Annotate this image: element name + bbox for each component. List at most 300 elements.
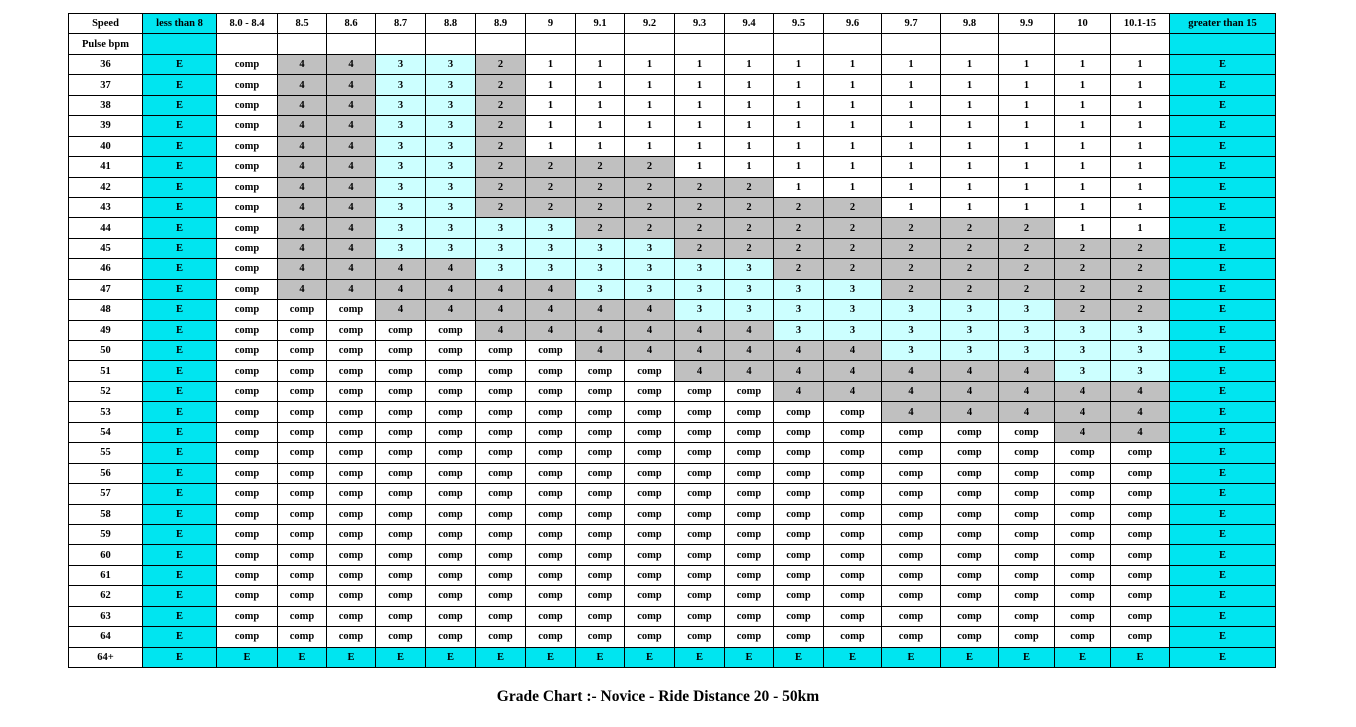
grade-cell: 2 bbox=[725, 218, 774, 238]
grade-cell: 2 bbox=[625, 177, 675, 197]
grade-cell: comp bbox=[526, 443, 576, 463]
grade-cell: E bbox=[143, 259, 217, 279]
pulse-cell: 64 bbox=[69, 627, 143, 647]
grade-cell: 1 bbox=[774, 95, 824, 115]
grade-cell: 2 bbox=[774, 218, 824, 238]
blank-header-cell bbox=[327, 34, 376, 54]
speed-header-cell: 8.6 bbox=[327, 14, 376, 34]
grade-cell: E bbox=[143, 422, 217, 442]
chart-caption: Grade Chart :- Novice - Ride Distance 20 - 50km bbox=[496, 688, 820, 705]
grade-cell: comp bbox=[217, 341, 278, 361]
grade-cell: 3 bbox=[999, 341, 1055, 361]
grade-cell: 2 bbox=[999, 218, 1055, 238]
grade-cell: E bbox=[1170, 586, 1276, 606]
grade-cell: comp bbox=[774, 463, 824, 483]
grade-cell: 1 bbox=[1111, 197, 1170, 217]
grade-cell: 1 bbox=[824, 136, 882, 156]
grade-cell: 4 bbox=[278, 116, 327, 136]
grade-cell: comp bbox=[217, 320, 278, 340]
grade-cell: 1 bbox=[999, 157, 1055, 177]
grade-cell: 3 bbox=[882, 300, 941, 320]
grade-cell: comp bbox=[625, 402, 675, 422]
grade-cell: comp bbox=[526, 606, 576, 626]
grade-cell: comp bbox=[941, 504, 999, 524]
grade-cell: 1 bbox=[1111, 218, 1170, 238]
grade-cell: 1 bbox=[675, 157, 725, 177]
grade-cell: comp bbox=[824, 402, 882, 422]
grade-cell: comp bbox=[376, 524, 426, 544]
grade-cell: comp bbox=[1055, 565, 1111, 585]
blank-header-cell bbox=[941, 34, 999, 54]
table-row bbox=[69, 627, 1276, 647]
grade-cell: 2 bbox=[1111, 259, 1170, 279]
grade-cell: 3 bbox=[774, 320, 824, 340]
grade-cell: 3 bbox=[426, 218, 476, 238]
grade-cell: 1 bbox=[941, 116, 999, 136]
grade-cell: comp bbox=[882, 443, 941, 463]
grade-cell: 2 bbox=[476, 54, 526, 74]
grade-cell: E bbox=[143, 504, 217, 524]
grade-cell: comp bbox=[426, 565, 476, 585]
grade-cell: comp bbox=[675, 504, 725, 524]
speed-header-cell: 9.5 bbox=[774, 14, 824, 34]
grade-cell: comp bbox=[941, 484, 999, 504]
grade-cell: 3 bbox=[941, 320, 999, 340]
grade-cell: 4 bbox=[376, 259, 426, 279]
grade-cell: 2 bbox=[625, 197, 675, 217]
grade-cell: E bbox=[1170, 136, 1276, 156]
grade-cell: comp bbox=[217, 463, 278, 483]
table-row bbox=[69, 545, 1276, 565]
grade-cell: E bbox=[143, 116, 217, 136]
table-row bbox=[69, 381, 1276, 401]
header-row-speed bbox=[69, 14, 1276, 34]
grade-cell: comp bbox=[625, 586, 675, 606]
grade-cell: 2 bbox=[774, 238, 824, 258]
grade-cell: comp bbox=[1111, 443, 1170, 463]
grade-cell: 1 bbox=[824, 157, 882, 177]
grade-cell: 2 bbox=[675, 238, 725, 258]
table-row bbox=[69, 54, 1276, 74]
grade-cell: comp bbox=[675, 463, 725, 483]
grade-cell: E bbox=[143, 647, 217, 667]
grade-cell: comp bbox=[278, 422, 327, 442]
grade-cell: 3 bbox=[476, 238, 526, 258]
grade-cell: comp bbox=[824, 504, 882, 524]
grade-cell: comp bbox=[1055, 443, 1111, 463]
grade-cell: 3 bbox=[824, 300, 882, 320]
pulse-cell: 46 bbox=[69, 259, 143, 279]
grade-cell: 1 bbox=[576, 75, 625, 95]
pulse-cell: 64+ bbox=[69, 647, 143, 667]
grade-cell: 4 bbox=[476, 300, 526, 320]
grade-cell: comp bbox=[824, 627, 882, 647]
grade-cell: comp bbox=[217, 524, 278, 544]
grade-cell: comp bbox=[426, 320, 476, 340]
grade-cell: E bbox=[1170, 402, 1276, 422]
grade-cell: comp bbox=[476, 443, 526, 463]
blank-header-cell bbox=[824, 34, 882, 54]
grade-cell: comp bbox=[882, 422, 941, 442]
pulse-cell: 57 bbox=[69, 484, 143, 504]
grade-cell: comp bbox=[376, 463, 426, 483]
grade-cell: comp bbox=[217, 95, 278, 115]
grade-cell: 1 bbox=[882, 197, 941, 217]
grade-cell: 4 bbox=[1111, 422, 1170, 442]
grade-cell: comp bbox=[675, 422, 725, 442]
grade-cell: 3 bbox=[376, 75, 426, 95]
speed-header-cell: 9.3 bbox=[675, 14, 725, 34]
grade-cell: 1 bbox=[1055, 75, 1111, 95]
grade-cell: 3 bbox=[1055, 361, 1111, 381]
grade-cell: comp bbox=[625, 381, 675, 401]
pulse-cell: 55 bbox=[69, 443, 143, 463]
grade-cell: 4 bbox=[278, 136, 327, 156]
grade-cell: comp bbox=[941, 422, 999, 442]
grade-cell: 4 bbox=[278, 279, 327, 299]
grade-cell: 1 bbox=[999, 54, 1055, 74]
blank-header-cell bbox=[476, 34, 526, 54]
pulse-cell: 40 bbox=[69, 136, 143, 156]
table-row bbox=[69, 524, 1276, 544]
pulse-cell: 49 bbox=[69, 320, 143, 340]
grade-cell: comp bbox=[882, 565, 941, 585]
grade-cell: comp bbox=[426, 381, 476, 401]
grade-cell: comp bbox=[376, 381, 426, 401]
grade-cell: 4 bbox=[882, 402, 941, 422]
table-row bbox=[69, 279, 1276, 299]
grade-cell: comp bbox=[327, 402, 376, 422]
grade-cell: 3 bbox=[526, 238, 576, 258]
grade-cell: 3 bbox=[1111, 320, 1170, 340]
grade-cell: 1 bbox=[824, 116, 882, 136]
grade-cell: comp bbox=[426, 361, 476, 381]
table-row bbox=[69, 116, 1276, 136]
grade-cell: 1 bbox=[725, 157, 774, 177]
grade-cell: comp bbox=[824, 484, 882, 504]
grade-cell: E bbox=[143, 484, 217, 504]
grade-cell: comp bbox=[1055, 627, 1111, 647]
grade-cell: 4 bbox=[426, 259, 476, 279]
grade-cell: 4 bbox=[999, 381, 1055, 401]
grade-cell: comp bbox=[376, 606, 426, 626]
grade-cell: 4 bbox=[327, 54, 376, 74]
table-row bbox=[69, 504, 1276, 524]
grade-cell: 3 bbox=[999, 300, 1055, 320]
grade-cell: 1 bbox=[725, 136, 774, 156]
grade-cell: comp bbox=[476, 402, 526, 422]
grade-cell: comp bbox=[675, 627, 725, 647]
grade-cell: comp bbox=[526, 463, 576, 483]
grade-cell: E bbox=[143, 443, 217, 463]
table-row bbox=[69, 136, 1276, 156]
grade-cell: comp bbox=[824, 443, 882, 463]
grade-cell: 3 bbox=[576, 259, 625, 279]
grade-cell: comp bbox=[774, 606, 824, 626]
grade-cell: comp bbox=[426, 606, 476, 626]
grade-cell: comp bbox=[426, 627, 476, 647]
pulse-cell: 63 bbox=[69, 606, 143, 626]
grade-cell: 3 bbox=[675, 259, 725, 279]
speed-corner-label: Speed bbox=[69, 14, 143, 34]
grade-cell: 2 bbox=[882, 259, 941, 279]
grade-cell: comp bbox=[1111, 463, 1170, 483]
grade-cell: comp bbox=[526, 545, 576, 565]
grade-cell: comp bbox=[625, 463, 675, 483]
grade-cell: comp bbox=[278, 545, 327, 565]
grade-cell: 4 bbox=[824, 341, 882, 361]
table-row bbox=[69, 218, 1276, 238]
table-row bbox=[69, 443, 1276, 463]
grade-cell: comp bbox=[824, 463, 882, 483]
grade-cell: 2 bbox=[1111, 279, 1170, 299]
grade-cell: E bbox=[278, 647, 327, 667]
grade-cell: 3 bbox=[576, 238, 625, 258]
grade-cell: 2 bbox=[675, 218, 725, 238]
grade-cell: 1 bbox=[526, 95, 576, 115]
grade-cell: E bbox=[143, 524, 217, 544]
grade-cell: comp bbox=[1055, 463, 1111, 483]
grade-cell: comp bbox=[774, 443, 824, 463]
table-row bbox=[69, 402, 1276, 422]
grade-cell: 2 bbox=[941, 259, 999, 279]
blank-header-cell bbox=[1170, 34, 1276, 54]
grade-cell: 2 bbox=[824, 197, 882, 217]
grade-cell: comp bbox=[278, 402, 327, 422]
grade-cell: comp bbox=[327, 320, 376, 340]
grade-cell: comp bbox=[217, 218, 278, 238]
grade-cell: 1 bbox=[675, 54, 725, 74]
grade-cell: 3 bbox=[376, 54, 426, 74]
grade-cell: E bbox=[725, 647, 774, 667]
grade-cell: 4 bbox=[278, 218, 327, 238]
grade-cell: 3 bbox=[675, 279, 725, 299]
grade-cell: comp bbox=[476, 586, 526, 606]
grade-cell: 4 bbox=[278, 197, 327, 217]
grade-cell: comp bbox=[217, 504, 278, 524]
grade-cell: 1 bbox=[774, 116, 824, 136]
grade-cell: comp bbox=[476, 606, 526, 626]
grade-cell: 4 bbox=[725, 341, 774, 361]
grade-cell: comp bbox=[426, 422, 476, 442]
grade-cell: comp bbox=[576, 443, 625, 463]
grade-cell: 3 bbox=[774, 279, 824, 299]
grade-cell: comp bbox=[278, 320, 327, 340]
grade-cell: 1 bbox=[941, 136, 999, 156]
grade-cell: 1 bbox=[999, 177, 1055, 197]
grade-cell: comp bbox=[675, 443, 725, 463]
grade-cell: comp bbox=[376, 484, 426, 504]
grade-cell: 1 bbox=[882, 116, 941, 136]
grade-cell: E bbox=[143, 136, 217, 156]
grade-cell: E bbox=[1170, 524, 1276, 544]
grade-cell: comp bbox=[882, 627, 941, 647]
grade-cell: comp bbox=[217, 279, 278, 299]
grade-cell: comp bbox=[941, 443, 999, 463]
grade-cell: 1 bbox=[1111, 75, 1170, 95]
grade-cell: 4 bbox=[278, 259, 327, 279]
grade-cell: 4 bbox=[526, 279, 576, 299]
grade-cell: comp bbox=[625, 484, 675, 504]
grade-cell: comp bbox=[725, 524, 774, 544]
grade-cell: E bbox=[1111, 647, 1170, 667]
grade-cell: 3 bbox=[376, 157, 426, 177]
grade-cell: comp bbox=[327, 443, 376, 463]
grade-cell: 4 bbox=[327, 177, 376, 197]
grade-cell: 1 bbox=[774, 177, 824, 197]
grade-cell: comp bbox=[1055, 586, 1111, 606]
grade-cell: 2 bbox=[526, 157, 576, 177]
grade-cell: comp bbox=[327, 524, 376, 544]
grade-cell: 2 bbox=[1055, 279, 1111, 299]
grade-cell: comp bbox=[625, 627, 675, 647]
grade-cell: comp bbox=[1055, 524, 1111, 544]
grade-cell: E bbox=[1170, 116, 1276, 136]
grade-cell: 1 bbox=[941, 75, 999, 95]
grade-cell: 1 bbox=[999, 116, 1055, 136]
table-row bbox=[69, 586, 1276, 606]
grade-cell: E bbox=[1170, 504, 1276, 524]
grade-cell: 1 bbox=[882, 95, 941, 115]
grade-cell: 4 bbox=[376, 279, 426, 299]
grade-cell: comp bbox=[576, 606, 625, 626]
grade-cell: comp bbox=[576, 545, 625, 565]
grade-cell: 1 bbox=[576, 116, 625, 136]
grade-cell: comp bbox=[725, 463, 774, 483]
grade-cell: 1 bbox=[526, 54, 576, 74]
grade-cell: 2 bbox=[1055, 300, 1111, 320]
grade-cell: 4 bbox=[675, 320, 725, 340]
grade-cell: 3 bbox=[882, 341, 941, 361]
grade-cell: comp bbox=[1055, 545, 1111, 565]
grade-cell: comp bbox=[327, 463, 376, 483]
grade-cell: 3 bbox=[376, 136, 426, 156]
grade-cell: comp bbox=[576, 627, 625, 647]
grade-cell: 4 bbox=[999, 402, 1055, 422]
grade-cell: comp bbox=[774, 586, 824, 606]
grade-cell: comp bbox=[426, 443, 476, 463]
blank-header-cell bbox=[625, 34, 675, 54]
grade-cell: 2 bbox=[882, 279, 941, 299]
grade-cell: comp bbox=[327, 504, 376, 524]
grade-cell: 2 bbox=[476, 177, 526, 197]
grade-cell: 4 bbox=[774, 381, 824, 401]
grade-cell: comp bbox=[725, 422, 774, 442]
grade-cell: comp bbox=[327, 565, 376, 585]
grade-cell: comp bbox=[1111, 627, 1170, 647]
grade-cell: comp bbox=[376, 422, 426, 442]
grade-cell: 1 bbox=[625, 136, 675, 156]
grade-cell: comp bbox=[217, 177, 278, 197]
grade-cell: E bbox=[824, 647, 882, 667]
grade-cell: 3 bbox=[376, 95, 426, 115]
grade-cell: E bbox=[1170, 197, 1276, 217]
grade-cell: comp bbox=[426, 545, 476, 565]
grade-cell: 1 bbox=[882, 136, 941, 156]
grade-cell: 4 bbox=[1111, 402, 1170, 422]
grade-cell: comp bbox=[327, 341, 376, 361]
pulse-cell: 50 bbox=[69, 341, 143, 361]
grade-cell: comp bbox=[1111, 484, 1170, 504]
grade-cell: comp bbox=[576, 484, 625, 504]
grade-cell: comp bbox=[327, 300, 376, 320]
grade-cell: comp bbox=[941, 524, 999, 544]
grade-cell: 2 bbox=[1111, 300, 1170, 320]
grade-cell: comp bbox=[476, 484, 526, 504]
grade-cell: 1 bbox=[824, 54, 882, 74]
grade-cell: comp bbox=[278, 300, 327, 320]
grade-cell: 4 bbox=[941, 402, 999, 422]
grade-cell: 4 bbox=[576, 341, 625, 361]
grade-cell: comp bbox=[1055, 484, 1111, 504]
grade-cell: 4 bbox=[327, 95, 376, 115]
grade-cell: 1 bbox=[882, 75, 941, 95]
grade-cell: comp bbox=[217, 381, 278, 401]
grade-cell: comp bbox=[327, 627, 376, 647]
grade-cell: comp bbox=[725, 484, 774, 504]
grade-cell: 4 bbox=[278, 238, 327, 258]
grade-cell: 2 bbox=[1055, 238, 1111, 258]
grade-cell: 3 bbox=[625, 238, 675, 258]
grade-cell: comp bbox=[941, 565, 999, 585]
grade-cell: comp bbox=[774, 484, 824, 504]
grade-cell: comp bbox=[217, 606, 278, 626]
grade-cell: 2 bbox=[625, 157, 675, 177]
grade-cell: comp bbox=[625, 361, 675, 381]
grade-cell: comp bbox=[882, 606, 941, 626]
grade-cell: E bbox=[143, 381, 217, 401]
grade-cell: 1 bbox=[725, 95, 774, 115]
grade-cell: E bbox=[476, 647, 526, 667]
grade-cell: 3 bbox=[824, 279, 882, 299]
grade-cell: comp bbox=[476, 422, 526, 442]
grade-cell: E bbox=[143, 545, 217, 565]
grade-cell: comp bbox=[999, 606, 1055, 626]
grade-cell: 1 bbox=[675, 95, 725, 115]
grade-cell: 4 bbox=[376, 300, 426, 320]
grade-cell: comp bbox=[526, 422, 576, 442]
grade-cell: 1 bbox=[999, 136, 1055, 156]
grade-cell: 3 bbox=[526, 218, 576, 238]
grade-cell: 3 bbox=[526, 259, 576, 279]
grade-cell: comp bbox=[327, 422, 376, 442]
speed-header-cell: greater than 15 bbox=[1170, 14, 1276, 34]
speed-header-cell: 8.9 bbox=[476, 14, 526, 34]
blank-header-cell bbox=[1111, 34, 1170, 54]
grade-cell: 1 bbox=[576, 136, 625, 156]
grade-cell: 3 bbox=[426, 95, 476, 115]
grade-cell: comp bbox=[941, 586, 999, 606]
grade-cell: 3 bbox=[426, 75, 476, 95]
grade-cell: comp bbox=[576, 463, 625, 483]
grade-cell: 2 bbox=[476, 157, 526, 177]
speed-header-cell: 10 bbox=[1055, 14, 1111, 34]
grade-cell: E bbox=[1170, 422, 1276, 442]
grade-cell: E bbox=[1170, 238, 1276, 258]
grade-cell: comp bbox=[625, 606, 675, 626]
grade-cell: E bbox=[426, 647, 476, 667]
grade-cell: 1 bbox=[576, 54, 625, 74]
grade-cell: 4 bbox=[476, 279, 526, 299]
grade-cell: 1 bbox=[824, 75, 882, 95]
grade-cell: E bbox=[1170, 259, 1276, 279]
grade-cell: comp bbox=[725, 606, 774, 626]
blank-header-cell bbox=[1055, 34, 1111, 54]
grade-cell: 1 bbox=[882, 157, 941, 177]
grade-cell: comp bbox=[526, 361, 576, 381]
grade-cell: 1 bbox=[774, 54, 824, 74]
grade-cell: 1 bbox=[999, 95, 1055, 115]
